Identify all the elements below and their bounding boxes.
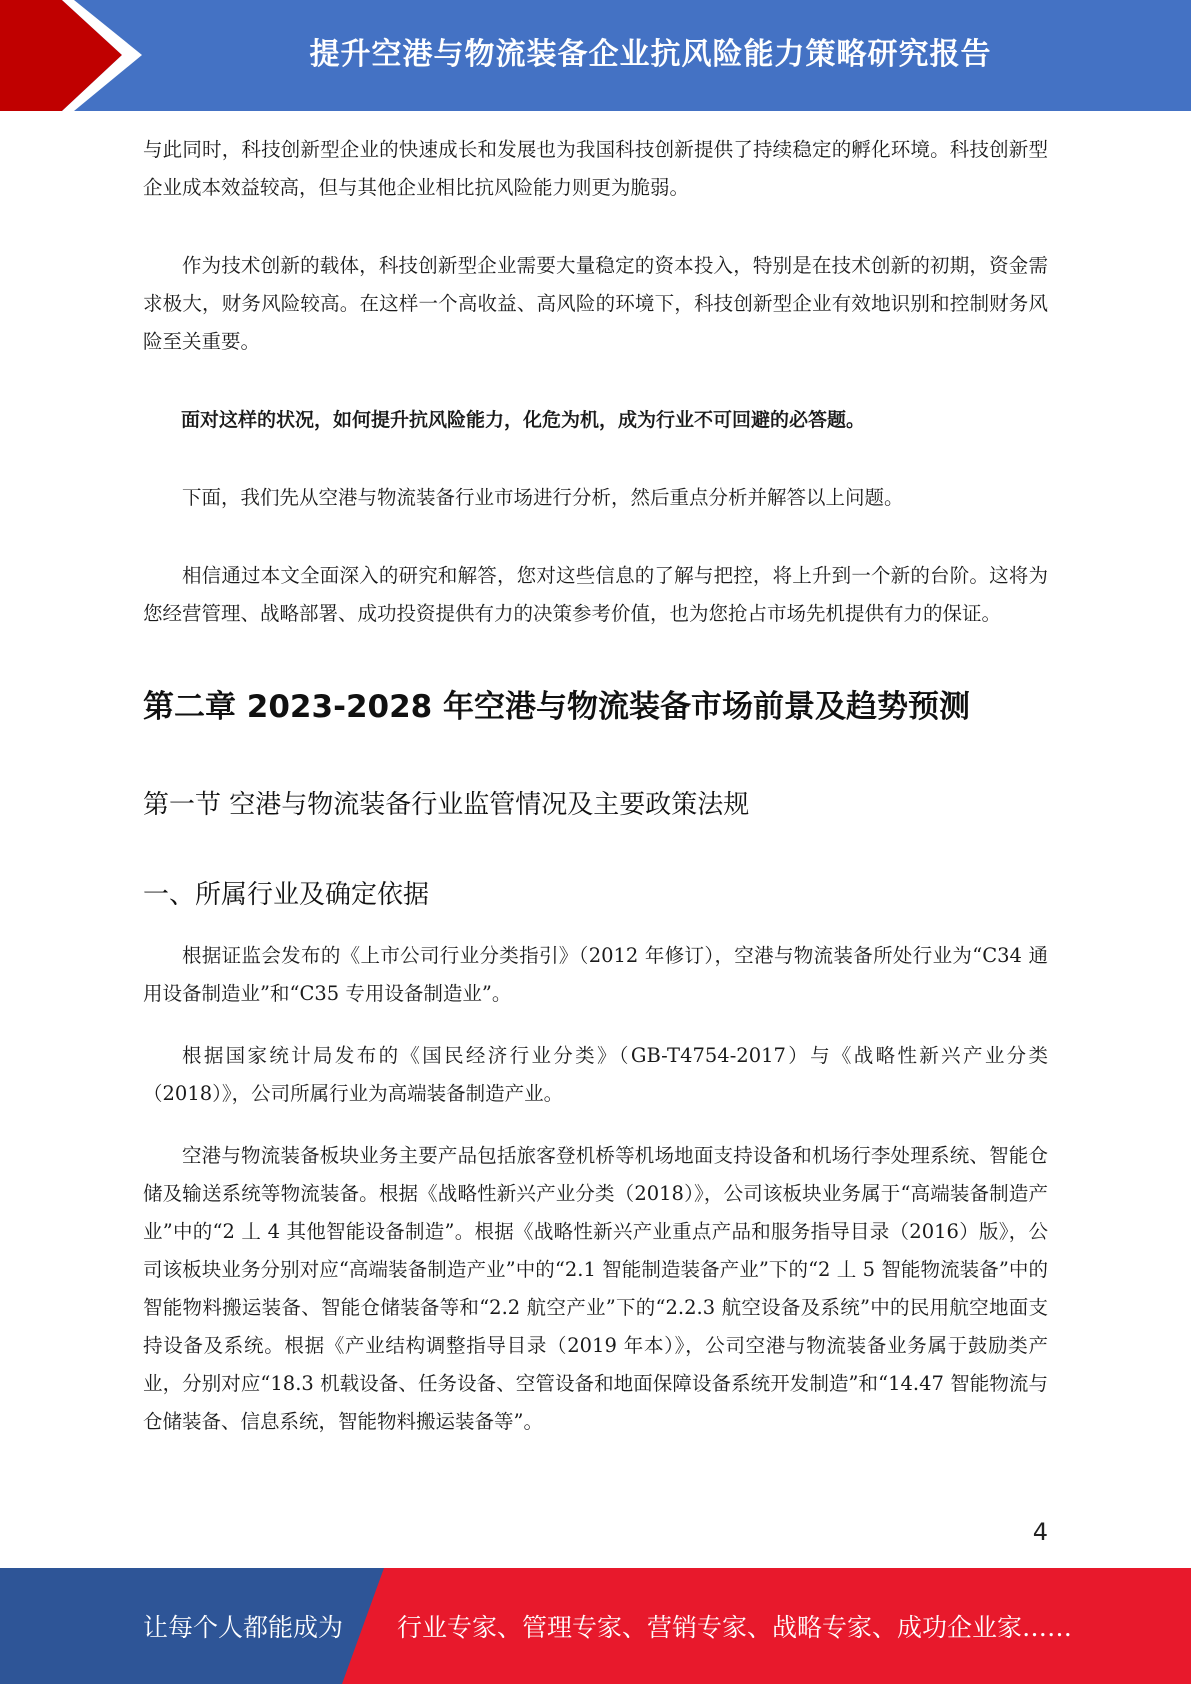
subsection-title: 一、所属行业及确定依据 bbox=[143, 880, 430, 910]
footer-band bbox=[0, 1568, 1191, 1684]
paragraph-1: 与此同时，科技创新型企业的快速成长和发展也为我国科技创新提供了持续稳定的孵化环境。科技创新型企业成本效益较高，但与其他企业相比抗风险能力则更为脆弱。 bbox=[143, 138, 1048, 199]
paragraph-8: 空港与物流装备板块业务主要产品包括旅客登机桥等机场地面支持设备和机场行李处理系统、智能仓储及输送系统等物流装备。根据《战略性新兴产业分类（2018）》，公司该板块业务属于“高端装备制造产业”中的“2 丄 4 其他智能设备制造”。根据《战略性新兴产业重点产品和服务指导目录（2016）版》，公司该板块业务分别对应“高端装备制造产业”中的“2.1 智能制造装备产业”下的“2 丄 5 智能物流装备”中的智能物料搬运装备、智能仓储装备等和“2.2 航空产业”下的“2.2.3 航空设备及系统”中的民用航空地面支持设备及系统。根据《产业结构调整指导目录（2019 年本）》，公司空港与物流装备业务属于鼓励类产业，分别对应“18.3 机载设备、任务设备、空管设备和地面保障设备系统开发制造”和“14.47 智能物流与仓储装备、信息系统，智能物料搬运装备等”。 bbox=[143, 1144, 1048, 1433]
section-title: 第一节 空港与物流装备行业监管情况及主要政策法规 bbox=[143, 790, 750, 820]
footer-slogan-right: 行业专家、管理专家、营销专家、战略专家、成功企业家…… bbox=[397, 1613, 1073, 1642]
footer-slogan-left: 让每个人都能成为 bbox=[143, 1613, 344, 1642]
paragraph-2: 作为技术创新的载体，科技创新型企业需要大量稳定的资本投入，特别是在技术创新的初期，资金需求极大，财务风险较高。在这样一个高收益、高风险的环境下，科技创新型企业有效地识别和控制财务风险至关重要。 bbox=[143, 254, 1048, 353]
page-content bbox=[143, 131, 1048, 1441]
header-band bbox=[0, 0, 1191, 111]
paragraph-6: 根据证监会发布的《上市公司行业分类指引》（2012 年修订），空港与物流装备所处行业为“C34 通用设备制造业”和“C35 专用设备制造业”。 bbox=[143, 944, 1048, 1005]
paragraph-5: 相信通过本文全面深入的研究和解答，您对这些信息的了解与把控，将上升到一个新的台阶。这将为您经营管理、战略部署、成功投资提供有力的决策参考价值，也为您抢占市场先机提供有力的保证。 bbox=[143, 564, 1048, 625]
page-number: 4 bbox=[1032, 1518, 1048, 1546]
paragraph-key-question: 面对这样的状况，如何提升抗风险能力，化危为机，成为行业不可回避的必答题。 bbox=[181, 409, 866, 431]
paragraph-4: 下面，我们先从空港与物流装备行业市场进行分析，然后重点分析并解答以上问题。 bbox=[182, 486, 904, 509]
header-chevron-icon bbox=[0, 0, 150, 111]
document-title: 提升空港与物流装备企业抗风险能力策略研究报告 bbox=[309, 36, 992, 72]
paragraph-7: 根据国家统计局发布的《国民经济行业分类》（GB-T4754-2017）与《战略性新兴产业分类（2018）》，公司所属行业为高端装备制造产业。 bbox=[143, 1044, 1048, 1105]
chapter-title: 第二章 2023-2028 年空港与物流装备市场前景及趋势预测 bbox=[143, 689, 971, 725]
